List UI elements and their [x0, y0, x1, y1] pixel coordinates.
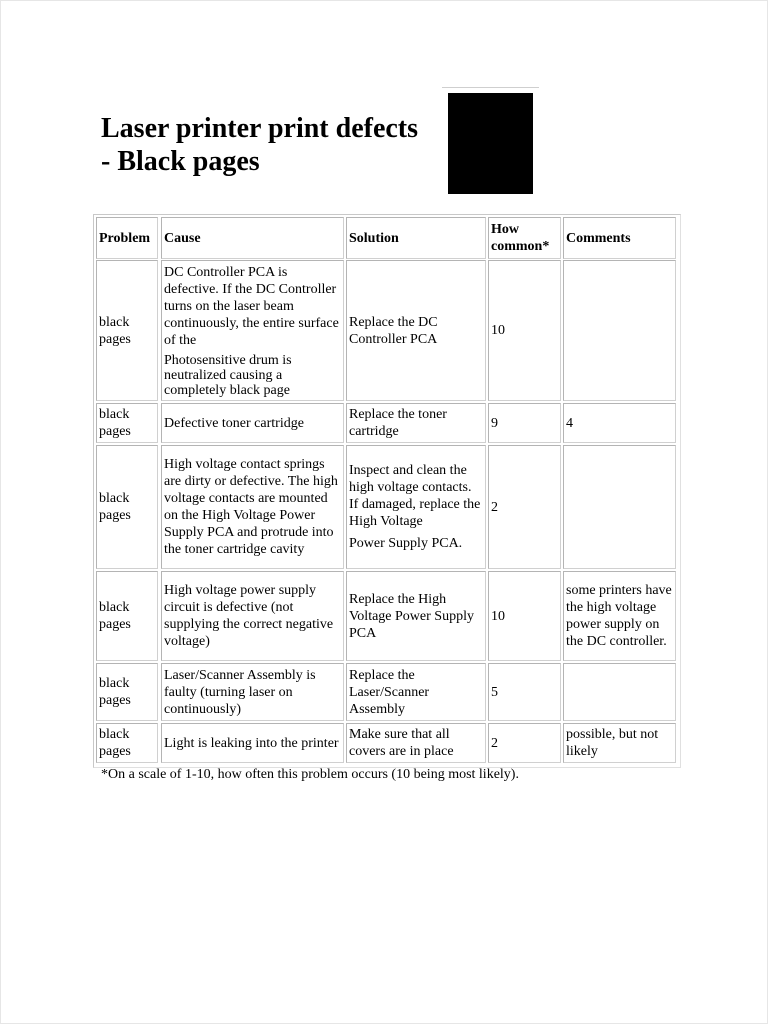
table-row-4-solution: Replace the High Voltage Power Supply PCA [346, 571, 486, 661]
table-row-1-cause [161, 260, 344, 401]
table-row-1-how-common: 10 [488, 260, 561, 401]
table-row-3-cause: High voltage contact springs are dirty or defective. The high voltage contacts are mounted on the High Voltage Power Supply PCA and protrude into the toner cartridge cavity [161, 445, 344, 569]
table-row-1-solution: Replace the DC Controller PCA [346, 260, 486, 401]
table-row-3-solution-continued: Power Supply PCA. [349, 536, 463, 551]
table-row-2-cause: Defective toner cartridge [161, 403, 344, 443]
header-solution: Solution [346, 217, 486, 259]
table-row-3-problem: black pages [96, 445, 158, 569]
table-row-5-solution: Replace the Laser/Scanner Assembly [346, 663, 486, 721]
table-row-2-comments: 4 [563, 403, 676, 443]
table-row-2-how-common: 9 [488, 403, 561, 443]
table-row-5-comments [563, 663, 676, 721]
header-how-common: How common* [488, 217, 561, 259]
black-page-sample-image [448, 93, 533, 194]
table-row-5-problem: black pages [96, 663, 158, 721]
table-row-6-comments: possible, but not likely [563, 723, 676, 763]
table-row-6-solution: Make sure that all covers are in place [346, 723, 486, 763]
table-row-1-problem: black pages [96, 260, 158, 401]
table-row-2-problem: black pages [96, 403, 158, 443]
table-row-4-how-common: 10 [488, 571, 561, 661]
footnote: *On a scale of 1-10, how often this problem occurs (10 being most likely). [101, 767, 519, 782]
header-comments: Comments [563, 217, 676, 259]
table-row-3-comments [563, 445, 676, 569]
table-row-4-cause: High voltage power supply circuit is defective (not supplying the correct negative voltage) [161, 571, 344, 661]
divider [442, 87, 539, 88]
header-cause: Cause [161, 217, 344, 259]
table-row-3-solution-text: Inspect and clean the high voltage contacts. If damaged, replace the High Voltage [349, 463, 481, 529]
table-row-1-cause-text: DC Controller PCA is defective. If the DC Controller turns on the laser beam continuously, the entire surface of the [164, 265, 339, 348]
table-row-1-comments [563, 260, 676, 401]
page-title: Laser printer print defects - Black pages [101, 113, 419, 177]
table-row-5-how-common: 5 [488, 663, 561, 721]
table-row-2-solution: Replace the toner cartridge [346, 403, 486, 443]
table-row-4-problem: black pages [96, 571, 158, 661]
table-row-1-cause-continued: Photosensitive drum is neutralized causing a completely black page [164, 353, 292, 398]
table-row-4-comments: some printers have the high voltage power supply on the DC controller. [563, 571, 676, 661]
table-row-5-cause: Laser/Scanner Assembly is faulty (turning laser on continuously) [161, 663, 344, 721]
table-row-3-how-common: 2 [488, 445, 561, 569]
table-row-3-solution [346, 445, 486, 569]
header-problem: Problem [96, 217, 158, 259]
table-row-6-cause: Light is leaking into the printer [161, 723, 344, 763]
table-row-6-how-common: 2 [488, 723, 561, 763]
table-row-6-problem: black pages [96, 723, 158, 763]
